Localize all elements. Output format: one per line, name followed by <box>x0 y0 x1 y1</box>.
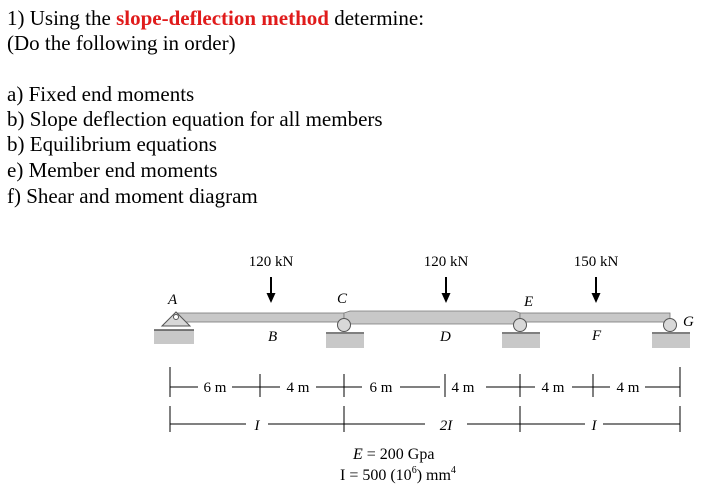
i-text: I = 500 (10 <box>340 467 412 484</box>
i-close: ) mm <box>416 467 451 484</box>
span-label-3: 6 m <box>369 380 393 396</box>
beam-segment-1 <box>176 313 344 322</box>
span-labels <box>204 380 640 396</box>
beam <box>176 311 670 324</box>
task-b: b) Slope deflection equation for all members <box>7 107 383 131</box>
load-arrowhead-3 <box>592 293 601 303</box>
beam-segment-3 <box>520 313 670 322</box>
span-label-1: 6 m <box>203 380 227 396</box>
inertia-dimensions <box>170 406 680 432</box>
load-label-1: 120 kN <box>248 254 294 270</box>
moment-of-inertia <box>340 465 456 484</box>
question-prefix: 1) Using the <box>7 6 117 30</box>
e-value: = 200 Gpa <box>366 446 435 463</box>
load-label-3: 150 kN <box>573 254 619 270</box>
question-suffix: determine: <box>328 6 425 30</box>
inertia-labels <box>254 418 598 434</box>
node-label-B: B <box>268 329 278 345</box>
task-e: e) Member end moments <box>7 158 218 182</box>
elastic-modulus <box>352 446 434 463</box>
load-arrows <box>267 277 601 303</box>
span-label-5: 4 m <box>541 380 565 396</box>
node-label-C: C <box>337 291 348 307</box>
task-f: f) Shear and moment diagram <box>7 184 258 208</box>
inertia-label-3: I <box>591 418 597 434</box>
span-label-6: 4 m <box>616 380 640 396</box>
inertia-label-1: I <box>254 418 260 434</box>
e-symbol: E <box>353 446 363 463</box>
i-exp: 6 <box>411 465 417 476</box>
node-label-E: E <box>524 294 534 310</box>
span-label-2: 4 m <box>286 380 310 396</box>
task-a: a) Fixed end moments <box>7 82 195 106</box>
node-label-A: A <box>168 292 178 308</box>
task-b2: b) Equilibrium equations <box>7 132 217 156</box>
question-line-2: (Do the following in order) <box>7 31 236 55</box>
node-label-F: F <box>592 328 602 344</box>
beam-segment-2 <box>344 311 520 324</box>
method-name: slope-deflection method <box>116 6 329 30</box>
i-unit-exp: 4 <box>450 465 456 476</box>
load-arrowhead-2 <box>442 293 451 303</box>
node-label-D: D <box>440 329 451 345</box>
node-label-G: G <box>683 314 694 330</box>
span-dimensions <box>170 367 680 397</box>
load-arrowhead-1 <box>267 293 276 303</box>
span-label-4: 4 m <box>451 380 475 396</box>
load-label-2: 120 kN <box>423 254 469 270</box>
inertia-label-2: 2I <box>439 418 453 434</box>
